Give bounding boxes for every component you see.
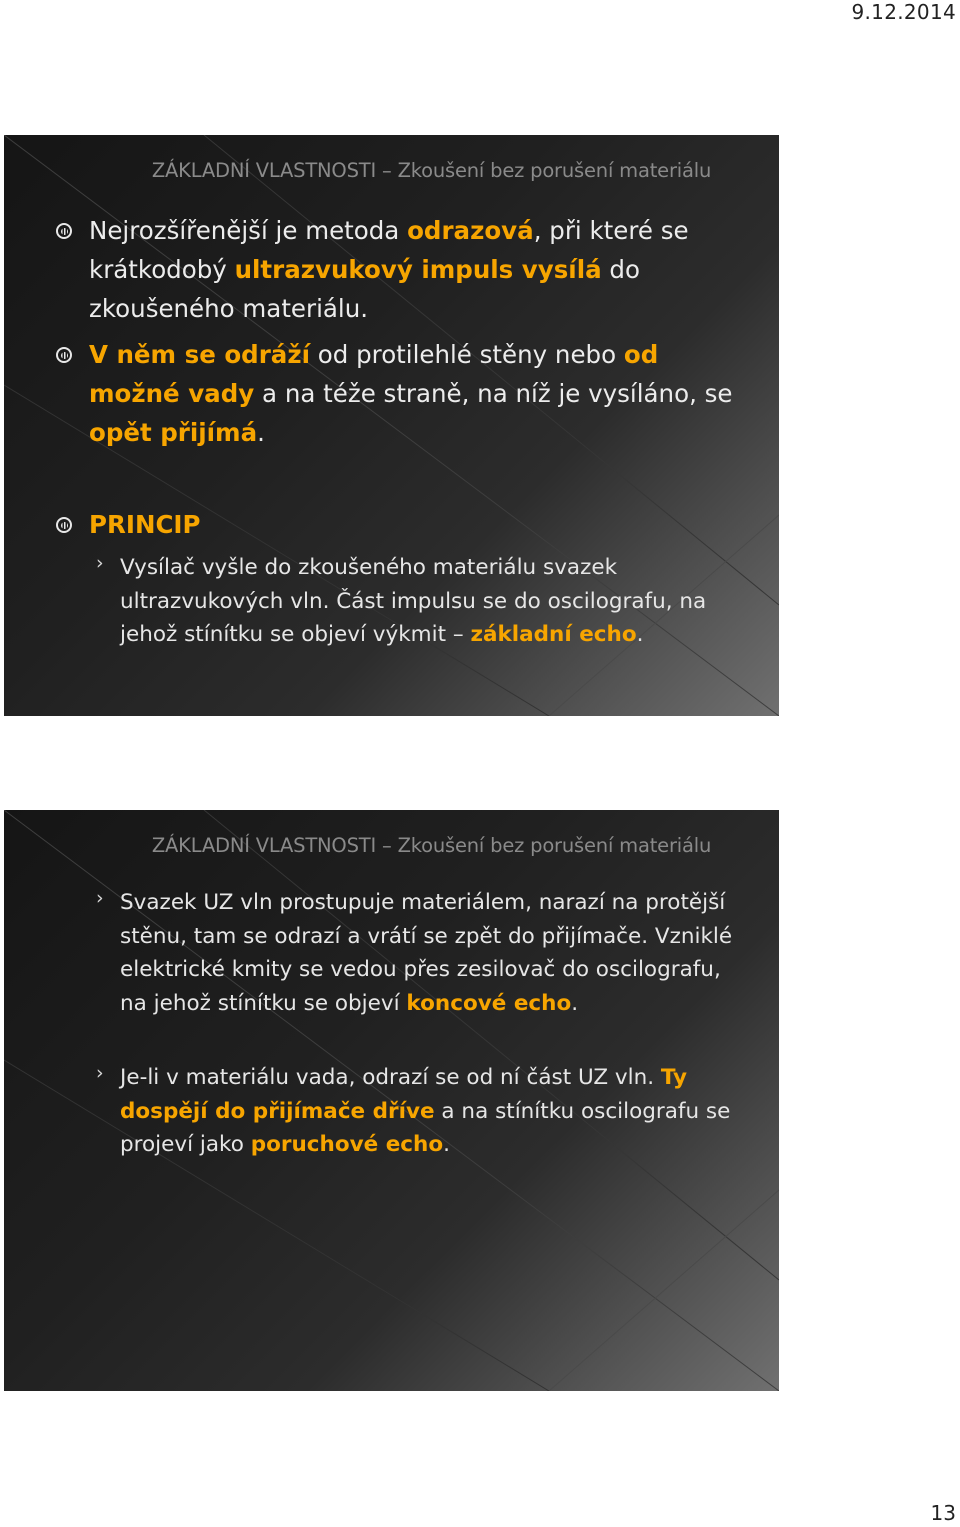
sub-bullet-1 bbox=[120, 551, 750, 652]
target-bullet-icon bbox=[56, 517, 72, 533]
chevron-right-icon: › bbox=[96, 552, 104, 574]
slide-1 bbox=[4, 135, 779, 716]
highlighted-text: poruchové echo bbox=[250, 1132, 444, 1157]
highlighted-text: Ty dospějí do přijímače dříve bbox=[120, 1065, 688, 1124]
highlighted-text: V něm se odráží bbox=[89, 340, 310, 369]
text-segment: od protilehlé stěny nebo bbox=[309, 340, 624, 369]
highlighted-text: koncové echo bbox=[406, 990, 572, 1016]
text-segment: . bbox=[443, 1132, 450, 1157]
bullet-1 bbox=[89, 211, 739, 328]
highlighted-text: ultrazvukový impuls vysílá bbox=[234, 255, 602, 284]
highlighted-text: od možné vady bbox=[89, 340, 659, 408]
text-segment: . bbox=[257, 418, 265, 447]
text-segment: Je-li v materiálu vada, odrazí se od ní část UZ vln. bbox=[120, 1065, 661, 1090]
highlighted-text: základní echo bbox=[470, 622, 637, 647]
chevron-right-icon: › bbox=[96, 887, 104, 909]
target-bullet-icon bbox=[56, 223, 72, 239]
text-segment: , při které se krátkodobý bbox=[89, 216, 689, 284]
bullet-2 bbox=[89, 335, 739, 452]
text-segment: a na téže straně, na níž je vysíláno, se bbox=[254, 379, 733, 408]
highlighted-text: odrazová bbox=[407, 216, 534, 245]
bullet-principle bbox=[89, 505, 739, 544]
text-segment: Vysílač vyšle do zkoušeného materiálu svazek ultrazvukových vln. Část impulsu se do oscilografu, na jehož stínítku se objeví výkmit – bbox=[120, 555, 707, 647]
text-segment: . bbox=[571, 990, 579, 1016]
text-segment: a na stínítku oscilografu se projeví jako bbox=[120, 1098, 731, 1157]
text-segment: . bbox=[636, 622, 644, 647]
sub-bullet-1 bbox=[120, 886, 750, 1020]
chevron-right-icon: › bbox=[96, 1062, 104, 1084]
text-segment: do zkoušeného materiálu. bbox=[89, 255, 640, 323]
slide-title: ZÁKLADNÍ VLASTNOSTI – Zkoušení bez porušení materiálu bbox=[151, 159, 712, 182]
highlighted-text: PRINCIP bbox=[89, 510, 201, 539]
text-segment: Nejrozšířenější je metoda bbox=[89, 216, 408, 245]
slide-title: ZÁKLADNÍ VLASTNOSTI – Zkoušení bez porušení materiálu bbox=[151, 834, 712, 857]
slide-2 bbox=[4, 810, 779, 1391]
page-number: 13 bbox=[930, 1501, 956, 1525]
page-date: 9.12.2014 bbox=[851, 0, 956, 24]
text-segment: Svazek UZ vln prostupuje materiálem, narazí na protější stěnu, tam se odrazí a vrátí se zpět do přijímače. Vzniklé elektrické kmity se vedou přes zesilovač do oscilografu, na jehož stínítku se objeví bbox=[120, 890, 733, 1016]
highlighted-text: opět přijímá bbox=[89, 418, 258, 447]
sub-bullet-2 bbox=[120, 1061, 750, 1162]
target-bullet-icon bbox=[56, 347, 72, 363]
